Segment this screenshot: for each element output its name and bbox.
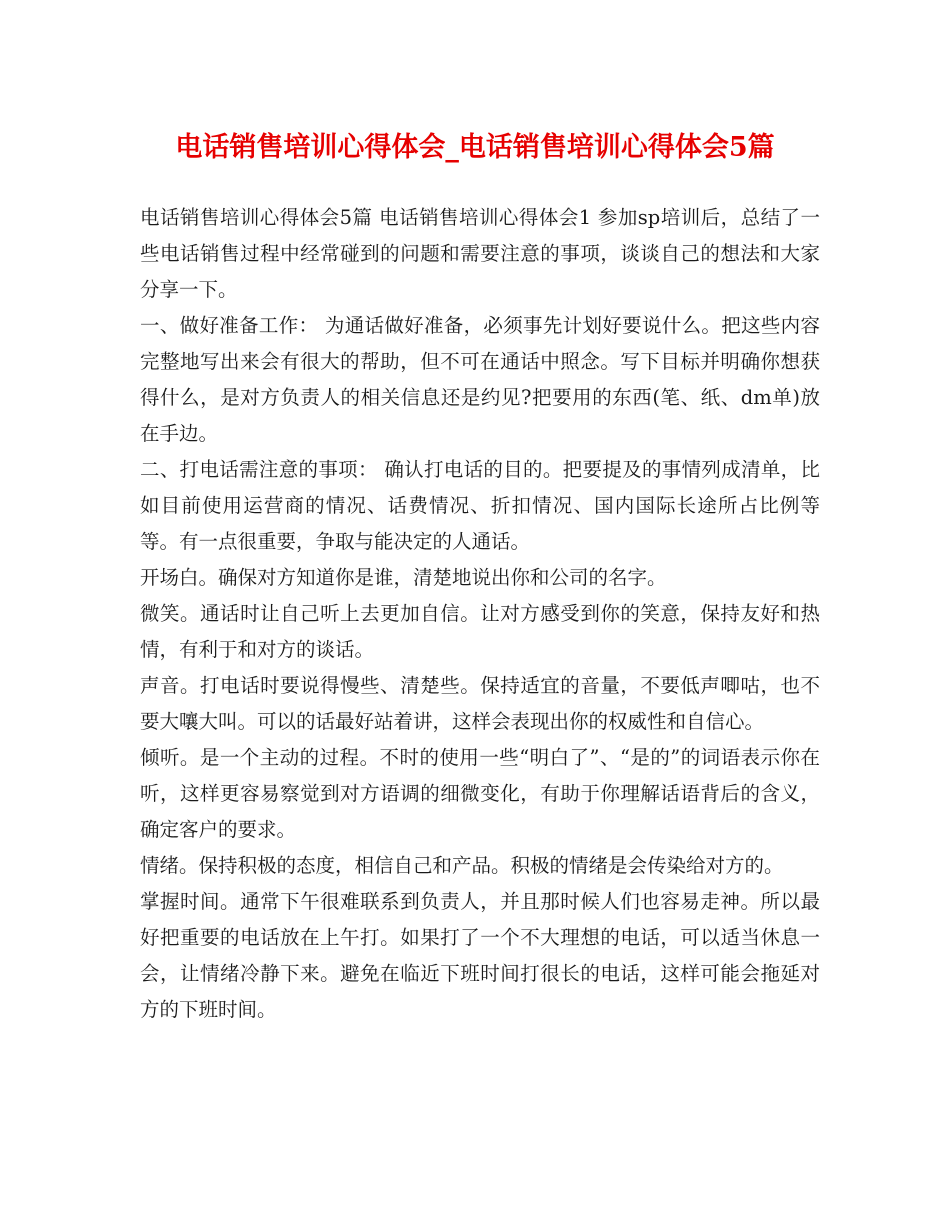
document-body — [140, 200, 820, 1028]
paragraph-time: 掌握时间。通常下午很难联系到负责人，并且那时候人们也容易走神。所以最好把重要的电话放在上午打。如果打了一个不大理想的电话，可以适当休息一会，让情绪冷静下来。避免在临近下班时间打很长的电话，这样可能会拖延对方的下班时间。 — [140, 890, 820, 1021]
paragraph-voice: 声音。打电话时要说得慢些、清楚些。保持适宜的音量，不要低声唧咕，也不要大嚷大叫。可以的话最好站着讲，这样会表现出你的权威性和自信心。 — [140, 674, 820, 733]
paragraph-call-notes: 二、打电话需注意的事项： 确认打电话的目的。把要提及的事情列成清单，比如目前使用运营商的情况、话费情况、折扣情况、国内国际长途所占比例等等。有一点很重要，争取与能决定的人通话。 — [140, 458, 820, 553]
paragraph-opening: 开场白。确保对方知道你是谁，清楚地说出你和公司的名字。 — [140, 566, 667, 589]
document-title: 电话销售培训心得体会_电话销售培训心得体会5篇 — [175, 132, 775, 163]
paragraph-emotion: 情绪。保持积极的态度，相信自己和产品。积极的情绪是会传染给对方的。 — [140, 854, 784, 877]
paragraph-intro: 电话销售培训心得体会5篇 电话销售培训心得体会1 参加sp培训后，总结了一些电话销售过程中经常碰到的问题和需要注意的事项，谈谈自己的想法和大家分享一下。 — [140, 206, 820, 301]
paragraph-smile: 微笑。通话时让自己听上去更加自信。让对方感受到你的笑意，保持友好和热情，有利于和对方的谈话。 — [140, 602, 820, 661]
paragraph-preparation: 一、做好准备工作： 为通话做好准备，必须事先计划好要说什么。把这些内容完整地写出来会有很大的帮助，但不可在通话中照念。写下目标并明确你想获得什么，是对方负责人的相关信息还是约见?把要用的东西(笔、纸、dm单)放在手边。 — [140, 314, 820, 445]
paragraph-listening: 倾听。是一个主动的过程。不时的使用一些“明白了”、“是的”的词语表示你在听，这样更容易察觉到对方语调的细微变化，有助于你理解话语背后的含义，确定客户的要求。 — [140, 746, 820, 841]
